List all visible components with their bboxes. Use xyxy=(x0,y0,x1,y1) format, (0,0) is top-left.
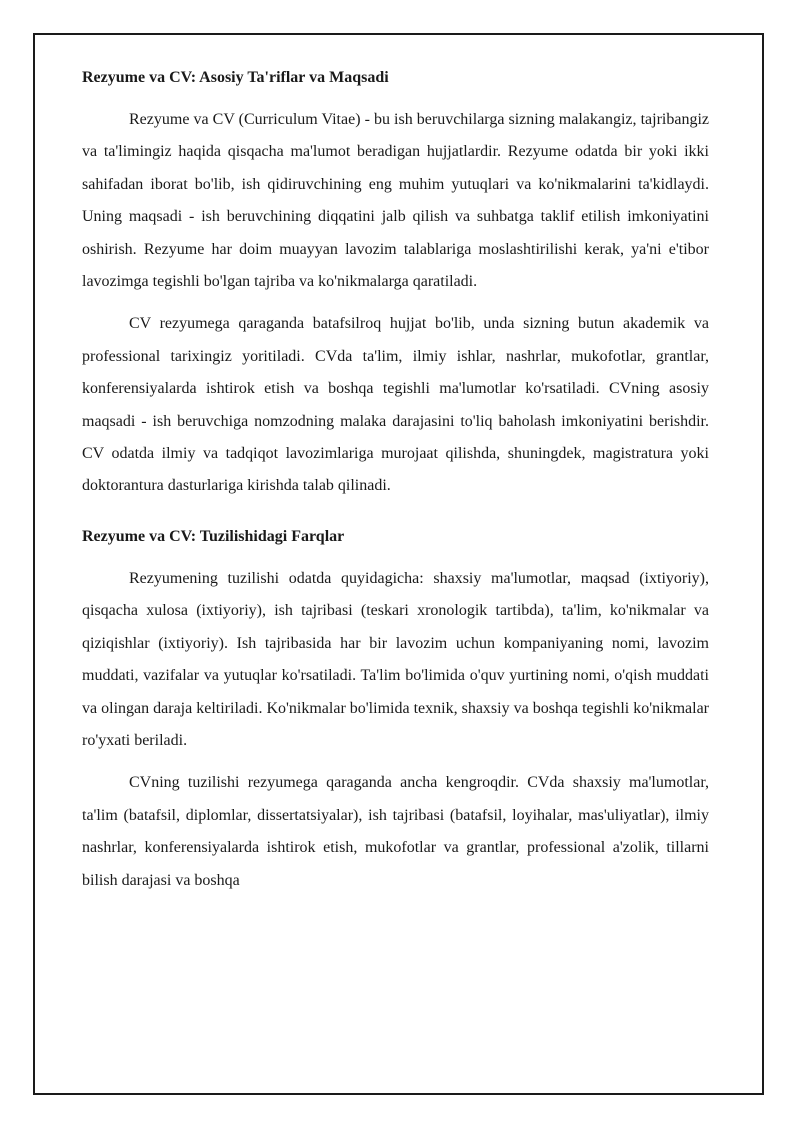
section-heading-definitions: Rezyume va CV: Asosiy Ta'riflar va Maqsadi xyxy=(82,69,389,86)
paragraph-resume-definition: Rezyume va CV (Curriculum Vitae) - bu ish beruvchilarga sizning malakangiz, tajribangiz va ta'limingiz haqida qisqacha ma'lumot beradigan hujjatlardir. Rezyume odatda bir yoki ikki sahifadan iborat bo'lib, ish qidiruvchining eng muhim yutuqlari va ko'nikmalarini ta'kidlaydi. Uning maqsadi - ish beruvchining diqqatini jalb qilish va suhbatga taklif etilish imkoniyatini oshirish. Rezyume har doim muayyan lavozim talablariga moslashtirilishi kerak, ya'ni e'tibor lavozimga tegishli bo'lgan tajriba va ko'nikmalarga qaratiladi. xyxy=(82,111,709,291)
paragraph-cv-definition: CV rezyumega qaraganda batafsilroq hujjat bo'lib, unda sizning butun akademik va professional tarixingiz yoritiladi. CVda ta'lim, ilmiy ishlar, nashrlar, mukofotlar, grantlar, konferensiyalarda ishtirok etish va boshqa tegishli ma'lumotlar ko'rsatiladi. CVning asosiy maqsadi - ish beruvchiga nomzodning malaka darajasini to'liq baholash imkoniyatini berishdir. CV odatda ilmiy va tadqiqot lavozimlariga murojaat qilishda, shuningdek, magistratura yoki doktorantura dasturlariga kirishda talab qilinadi. xyxy=(82,315,709,495)
document-body xyxy=(82,68,709,907)
section-heading-structure: Rezyume va CV: Tuzilishidagi Farqlar xyxy=(82,527,345,545)
paragraph-resume-structure: Rezyumening tuzilishi odatda quyidagicha: shaxsiy ma'lumotlar, maqsad (ixtiyoriy), qisqacha xulosa (ixtiyoriy), ish tajribasi (teskari xronologik tartibda), ta'lim, ko'nikmalar va qiziqishlar (ixtiyoriy). Ish tajribasida har bir lavozim uchun kompaniyaning nomi, lavozim muddati, vazifalar va yutuqlar ko'rsatiladi. Ta'lim bo'limida o'quv yurtining nomi, o'qish muddati va olingan daraja keltiriladi. Ko'nikmalar bo'limida texnik, shaxsiy va boshqa tegishli ko'nikmalar ro'yxati beriladi. xyxy=(82,569,709,749)
paragraph-cv-structure: CVning tuzilishi rezyumega qaraganda ancha kengroqdir. CVda shaxsiy ma'lumotlar, ta'lim (batafsil, diplomlar, dissertatsiyalar), ish tajribasi (batafsil, loyihalar, mas'uliyatlar), ilmiy nashrlar, konferensiyalarda ishtirok etish, mukofotlar va grantlar, professional a'zolik, tillarni bilish darajasi va boshqa xyxy=(82,774,709,889)
